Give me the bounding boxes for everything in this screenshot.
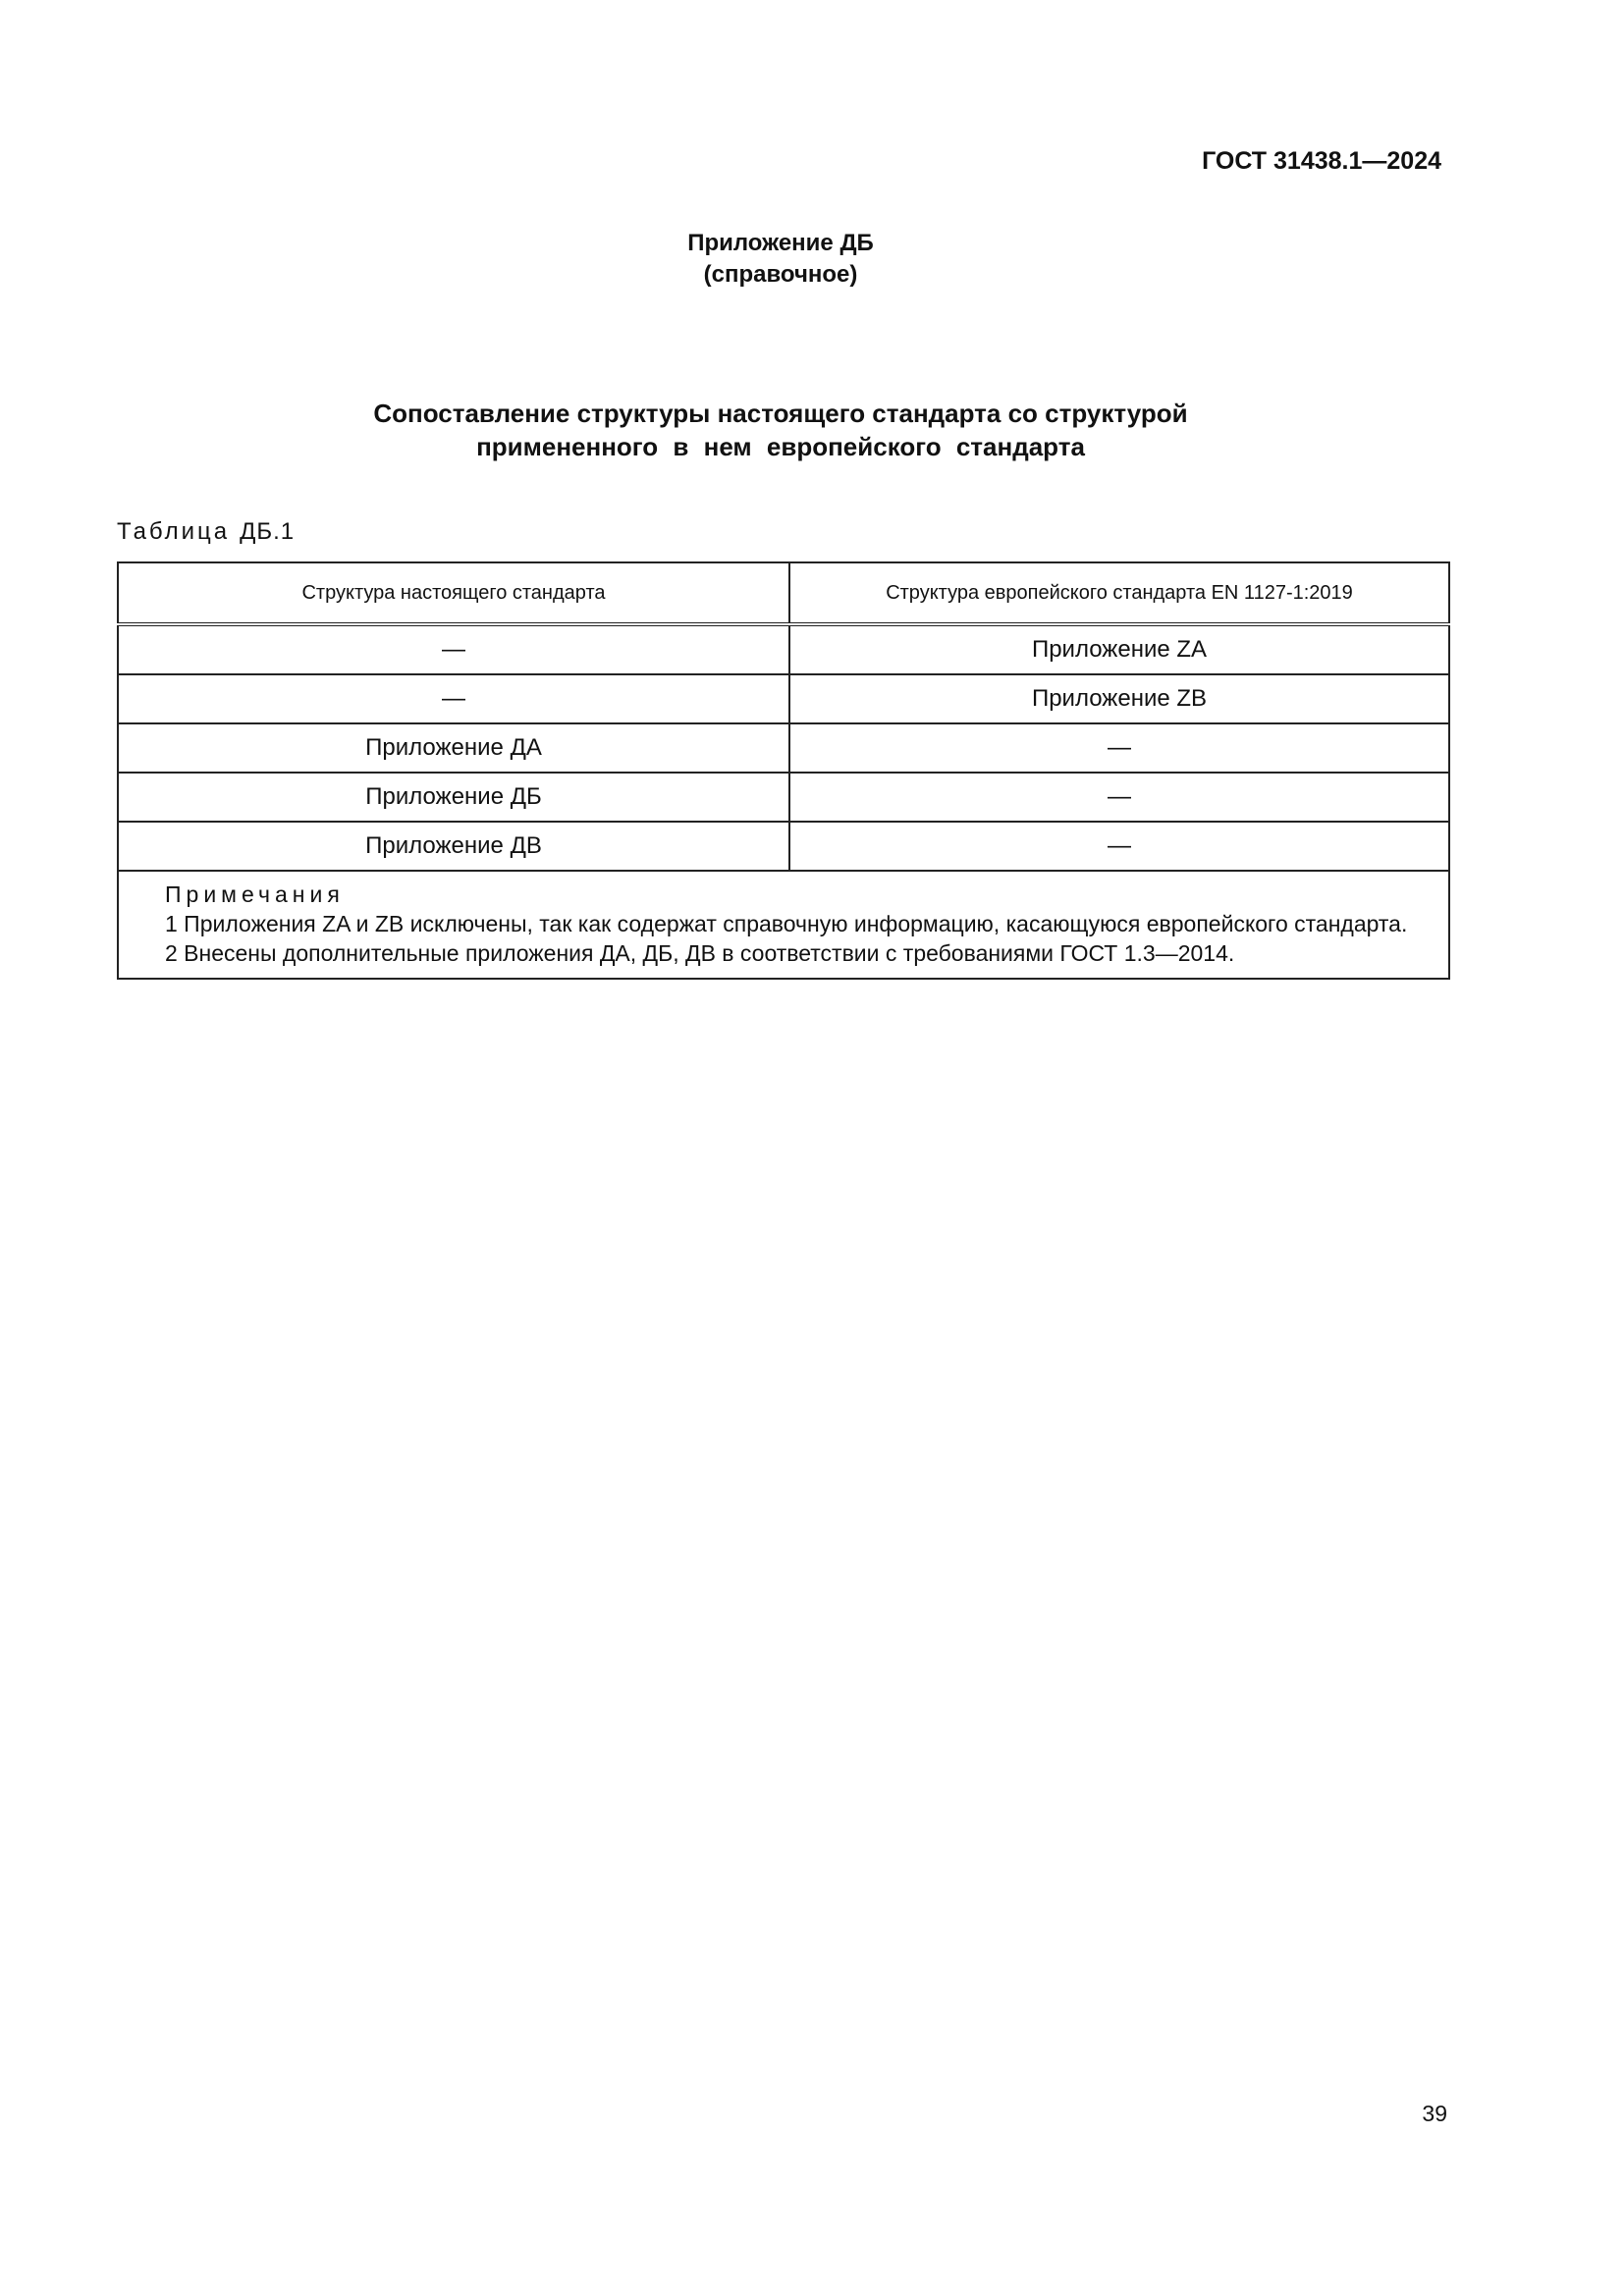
table-cell: — — [118, 674, 789, 723]
table-row — [118, 773, 1449, 822]
table-caption-number: ДБ.1 — [240, 518, 296, 545]
table-cell: — — [789, 773, 1449, 822]
document-code: ГОСТ 31438.1—2024 — [1202, 147, 1441, 175]
annex-heading — [0, 228, 1561, 291]
table-header-row — [118, 562, 1449, 624]
annex-subtitle: (справочное) — [703, 261, 858, 288]
note-item-1: 1 Приложения ZA и ZB исключены, так как содержат справочную информацию, касающуюся европейского стандарта. — [165, 911, 1408, 936]
table-caption — [117, 518, 295, 546]
column-header-national: Структура настоящего стандарта — [118, 562, 789, 624]
table-row — [118, 723, 1449, 773]
section-title-line-2: примененного в нем европейского стандарта — [476, 432, 1085, 461]
section-title-line-1: Сопоставление структуры настоящего стандарта со структурой — [373, 399, 1188, 428]
structure-comparison-table — [117, 561, 1450, 980]
table-notes — [118, 871, 1449, 979]
notes-title: Примечания — [165, 881, 345, 907]
column-header-european: Структура европейского стандарта EN 1127-1:2019 — [789, 562, 1449, 624]
table-row — [118, 624, 1449, 674]
table-cell: Приложение ZB — [789, 674, 1449, 723]
table-cell: — — [789, 723, 1449, 773]
table-notes-row — [118, 871, 1449, 979]
note-item-2: 2 Внесены дополнительные приложения ДА, ДБ, ДВ в соответствии с требованиями ГОСТ 1.3—2014. — [165, 940, 1235, 966]
page-number: 39 — [1422, 2101, 1447, 2126]
table-cell: — — [789, 822, 1449, 871]
table-cell: Приложение ZA — [789, 624, 1449, 674]
table-cell: Приложение ДА — [118, 723, 789, 773]
annex-title: Приложение ДБ — [687, 230, 874, 256]
table-row — [118, 822, 1449, 871]
table-cell: Приложение ДВ — [118, 822, 789, 871]
table-cell: — — [118, 624, 789, 674]
table-cell: Приложение ДБ — [118, 773, 789, 822]
table-row — [118, 674, 1449, 723]
table-caption-label: Таблица — [117, 518, 231, 545]
section-title — [0, 397, 1561, 463]
